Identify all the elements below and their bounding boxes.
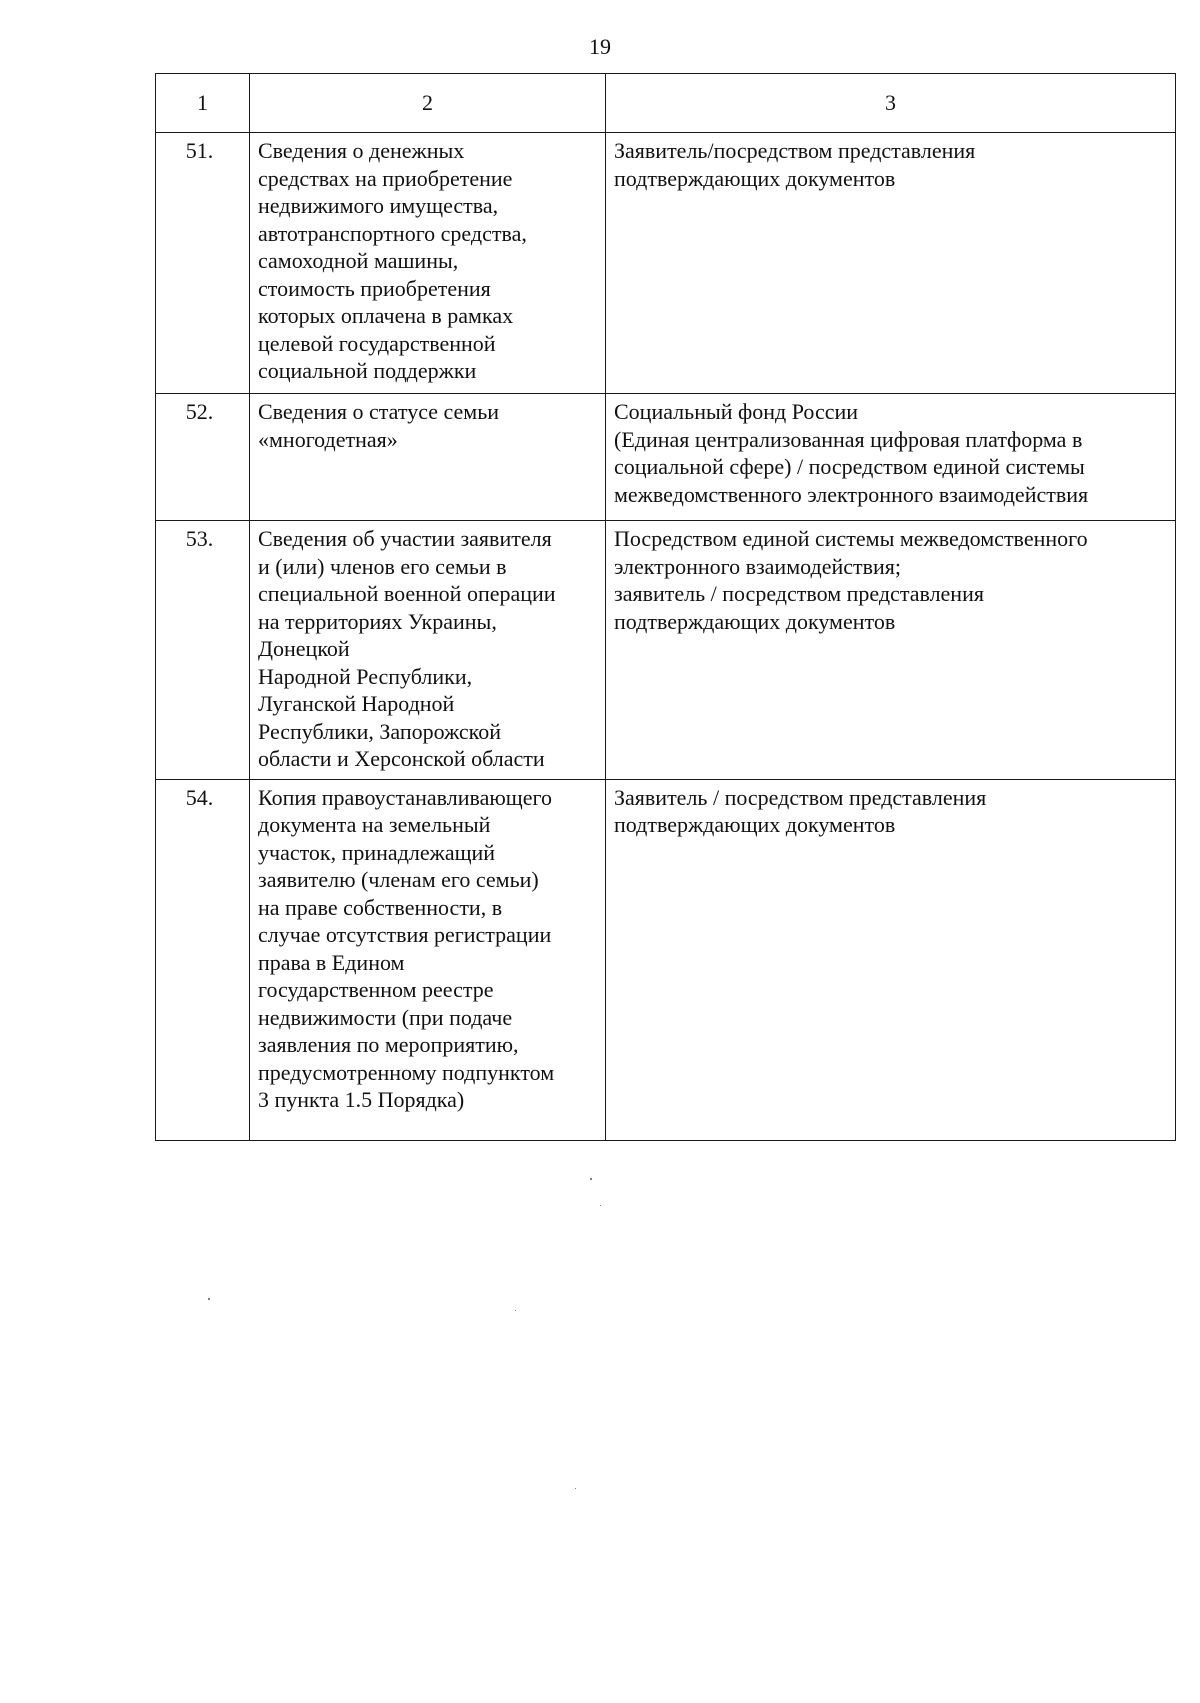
- scan-speck: [515, 1310, 516, 1311]
- column-header-information: 2: [250, 74, 606, 133]
- page-number: 19: [589, 34, 611, 59]
- row-information: Копия правоустанавливающего документа на земельный участок, принадлежащий заявителю (членам его семьи) на праве собственности, в случае отсутствия регистрации права в Едином государственном реестре недвижимости (при подаче заявления по мероприятию, предусмотренному подпунктом 3 пункта 1.5 Порядка): [250, 779, 606, 1140]
- row-number: 54.: [156, 779, 250, 1140]
- row-number: 51.: [156, 133, 250, 394]
- row-source: Заявитель / посредством представления подтверждающих документов: [606, 779, 1176, 1140]
- scan-speck: [575, 1488, 576, 1489]
- column-header-source: 3: [606, 74, 1176, 133]
- table-row: [156, 521, 1176, 780]
- table-row: [156, 394, 1176, 521]
- row-source: Социальный фонд России (Единая централизованная цифровая платформа в социальной сфере) / посредством единой системы межведомственного электронного взаимодействия: [606, 394, 1176, 521]
- table-header-row: [156, 74, 1176, 133]
- row-information: Сведения о статусе семьи «многодетная»: [250, 394, 606, 521]
- requirements-table: [155, 73, 1176, 1141]
- table-row: [156, 133, 1176, 394]
- scan-speck: [590, 1178, 592, 1180]
- table-row: [156, 779, 1176, 1140]
- column-header-number: 1: [156, 74, 250, 133]
- row-number: 52.: [156, 394, 250, 521]
- row-number: 53.: [156, 521, 250, 780]
- row-information: Сведения об участии заявителя и (или) членов его семьи в специальной военной операции на территориях Украины, Донецкой Народной Республики, Луганской Народной Республики, Запорожской области и Херсонской области: [250, 521, 606, 780]
- scan-speck: [600, 1205, 601, 1206]
- row-information: Сведения о денежных средствах на приобретение недвижимого имущества, автотранспортного средства, самоходной машины, стоимость приобретения которых оплачена в рамках целевой государственной социальной поддержки: [250, 133, 606, 394]
- row-source: Посредством единой системы межведомственного электронного взаимодействия; заявитель / посредством представления подтверждающих документов: [606, 521, 1176, 780]
- scan-speck: [208, 1298, 210, 1300]
- row-source: Заявитель/посредством представления подтверждающих документов: [606, 133, 1176, 394]
